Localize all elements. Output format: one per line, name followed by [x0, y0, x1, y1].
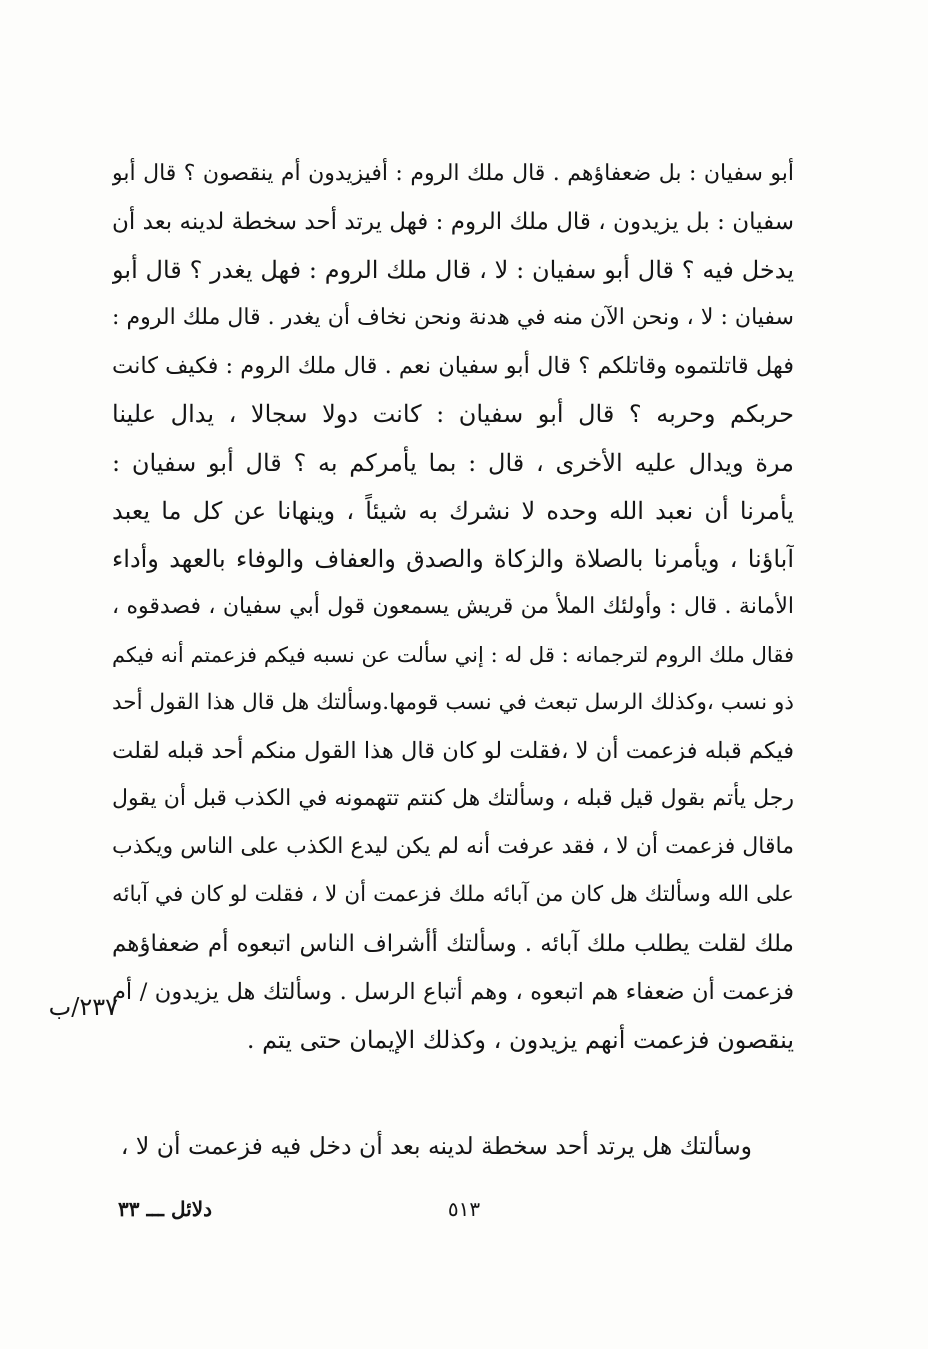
- page-number: ٥١٣: [447, 1197, 481, 1221]
- text-line-15: ماقال فزعمت أن لا ، فقد عرفت أنه لم يكن ليدع الكذب على الناس ويكذب: [112, 834, 794, 860]
- signature-mark: دلائل ـــ ٣٣: [118, 1197, 213, 1221]
- continuation-line: وسألتك هل يرتد أحد سخطة لدينه بعد أن دخل فيه فزعمت أن لا ،: [120, 1132, 752, 1160]
- text-line-6: حربكم وحربه ؟ قال أبو سفيان : كانت دولا سجالا ، يدال علينا: [112, 400, 794, 429]
- text-line-12: ذو نسب ،وكذلك الرسل تبعث في نسب قومها.وسألتك هل قال هذا القول أحد: [112, 690, 794, 716]
- text-line-1: أبو سفيان : بل ضعفاؤهم . قال ملك الروم : أفيزيدون أم ينقصون ؟ قال أبو: [112, 161, 794, 186]
- text-line-13: فيكم قبله فزعمت أن لا ،فقلت لو كان قال هذا القول منكم أحد قبله لقلت: [112, 738, 794, 765]
- text-line-3: يدخل فيه ؟ قال أبو سفيان : لا ، قال ملك الروم : فهل يغدر ؟ قال أبو: [112, 256, 794, 285]
- text-line-18: فزعمت أن ضعفاء هم اتبعوه ، وهم أتباع الرسل . وسألتك هل يزيدون / أم: [112, 978, 794, 1005]
- text-line-8: يأمرنا أن نعبد الله وحده لا نشرك به شيئاً ، وينهانا عن كل ما يعبد: [112, 496, 794, 525]
- text-line-9: آباؤنا ، ويأمرنا بالصلاة والزكاة والصدق والعفاف والوفاء بالعهد وأداء: [112, 544, 794, 573]
- body-text: [112, 150, 794, 1064]
- text-line-19: ينقصون فزعمت أنهم يزيدون ، وكذلك الإيمان حتى يتم .: [246, 1025, 794, 1054]
- text-line-7: مرة ويدال عليه الأخرى ، قال : بما يأمركم به ؟ قال أبو سفيان :: [112, 448, 794, 477]
- text-line-17: ملك لقلت يطلب ملك آبائه . وسألتك أأشراف الناس اتبعوه أم ضعفاؤهم: [112, 930, 794, 957]
- text-line-2: سفيان : بل يزيدون ، قال ملك الروم : فهل يرتد أحد سخطة لدينه بعد أن: [112, 209, 794, 236]
- text-line-5: فهل قاتلتموه وقاتلكم ؟ قال أبو سفيان نعم . قال ملك الروم : فكيف كانت: [112, 353, 794, 380]
- text-line-10: الأمانة . قال : وأولئك الملأ من قريش يسمعون قول أبي سفيان ، فصدقوه ،: [112, 593, 794, 619]
- text-line-4: سفيان : لا ، ونحن الآن منه في هدنة ونحن نخاف أن يغدر . قال ملك الروم :: [112, 305, 794, 331]
- text-line-14: رجل يأتم بقول قيل قبله ، وسألتك هل كنتم تتهمونه في الكذب قبل أن يقول: [112, 786, 794, 812]
- text-line-11: فقال ملك الروم لترجمانه : قل له : إني سألت عن نسبه فيكم فزعمتم أنه فيكم: [112, 642, 794, 667]
- margin-note: ٢٣٧/ب: [48, 993, 118, 1021]
- text-line-16: على الله وسألتك هل كان من آبائه ملك فزعمت أن لا ، فقلت لو كان في آبائه: [112, 882, 794, 908]
